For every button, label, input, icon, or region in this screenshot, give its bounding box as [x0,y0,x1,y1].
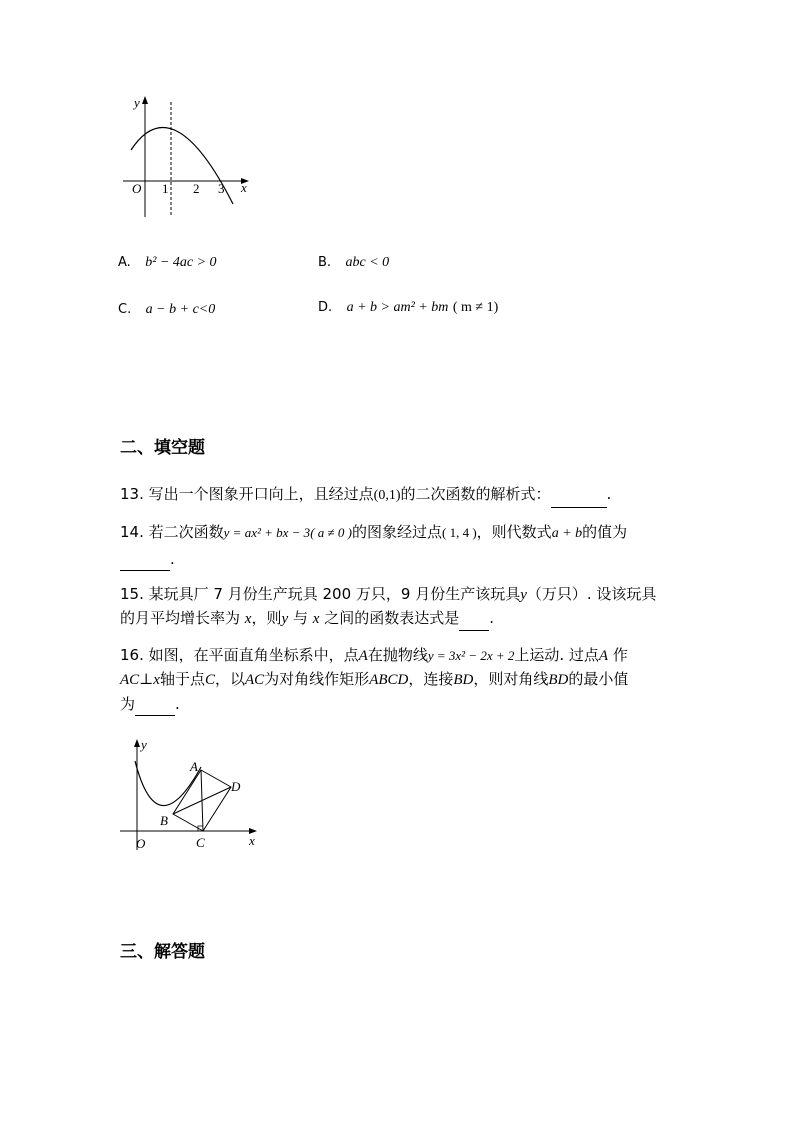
tick-label-3: 3 [218,181,225,196]
q14-end: . [170,550,175,568]
q13-text-a: 写出一个图象开口向上，且经过点 [148,485,374,503]
question-16-line-3 [120,692,180,716]
q15-line2-a: 的月平均增长率为 [120,609,241,627]
q16-line1-d: 作 [612,646,628,664]
x-axis-label: x [241,180,247,195]
origin-label: O [136,836,146,851]
q13-point: (0,1) [373,488,401,503]
q14-condition: ( a ≠ 0 ) [310,525,352,540]
q14-text-a: 若二次函数 [148,523,224,541]
q16-rect: ABCD [369,672,409,688]
section-title-solve: 三、解答题 [120,942,205,962]
q16-point-a: A [358,648,368,664]
tick-label-1: 1 [162,181,169,196]
q16-number: 16. [120,646,144,664]
q16-end: . [175,695,180,713]
q16-line1-b: 在抛物线 [367,646,428,664]
q14-point: ( 1, 4 ) [442,525,477,540]
option-b[interactable] [318,252,389,273]
q16-x: x [153,672,160,688]
q13-number: 13. [120,485,144,503]
option-a-label: A. [118,255,131,270]
point-c-label: C [196,835,205,850]
q15-var-x: x [244,611,252,627]
q16-line2-c: 为对角线作矩形 [264,670,370,688]
q15-number: 15. [120,585,144,603]
figure-rectangle-parabola [115,735,265,855]
option-d-label: D. [318,300,333,315]
y-axis-arrow [142,96,148,104]
q14-answer-blank[interactable] [120,554,170,571]
y-axis-arrow [134,739,140,747]
q16-line2-a: 轴于点 [159,670,205,688]
point-b-label: B [160,813,168,828]
tick-label-2: 2 [193,181,200,196]
q15-line1-a: 某玩具厂 7 月份生产玩具 200 万只，9 月份生产该玩具 [148,585,521,603]
question-14-line-1 [120,520,627,546]
q15-answer-blank[interactable] [459,614,489,631]
y-axis-label: y [141,737,147,752]
q14-function: y = ax² + bx − 3 [223,525,311,540]
q16-function: y = 3x² − 2x + 2 [427,648,515,663]
q16-line2-f: 的最小值 [568,670,629,688]
q16-bd-2: BD [548,672,569,688]
q15-end: . [489,609,494,627]
q16-bd: BD [453,672,474,688]
q15-line1-b: （万只）. 设该玩具 [526,585,657,603]
y-axis-label: y [134,95,140,110]
x-axis-label: x [249,833,255,848]
figure-parabola-graph [115,92,255,222]
q16-line2-b: ，以 [214,670,245,688]
q16-line2-e: ，则对角线 [473,670,549,688]
q14-number: 14. [120,523,144,541]
option-d[interactable] [318,297,498,318]
q16-line3-a: 为 [120,695,136,713]
q16-line1-c: 上运动. 过点 [514,646,599,664]
option-c-label: C. [118,302,132,317]
option-c-math: a − b + c<0 [145,302,216,317]
option-a-math: b² − 4ac > 0 [145,255,217,270]
option-b-math: abc < 0 [345,255,390,270]
question-16-line-1 [120,643,628,668]
question-16-line-2 [120,667,628,692]
q15-line2-c: 与 [292,609,308,627]
option-b-label: B. [318,255,332,270]
option-a[interactable] [118,252,217,273]
q15-var-x-2: x [312,611,320,627]
q14-text-c: ，则代数式 [476,523,552,541]
q16-point-c: C [204,672,215,688]
q16-answer-blank[interactable] [135,699,175,716]
option-d-math: a + b > am² + bm [346,300,449,315]
q14-expression: a + b [551,526,583,541]
q14-text-d: 的值为 [582,523,628,541]
q13-end: . [606,485,612,503]
q16-perp: ⊥ [139,672,154,688]
q15-line2-d: 之间的函数表达式是 [324,609,460,627]
q16-ac: AC [120,672,140,688]
q13-text-b: 的二次函数的解析式： [400,485,551,503]
q16-line1-a: 如图，在平面直角坐标系中，点 [148,646,359,664]
q16-line2-d: ，连接 [408,670,454,688]
option-d-condition: ( m ≠ 1) [452,300,499,315]
option-c[interactable] [118,299,215,320]
origin-label: O [132,181,142,196]
q15-var-y: y [520,587,527,603]
question-15-line-2 [120,606,494,631]
point-a-label: A [190,759,198,774]
q15-var-y-2: y [281,611,289,627]
section-title-fill-in: 二、填空题 [120,438,205,458]
q14-text-b: 的图象经过点 [351,523,442,541]
q13-answer-blank[interactable] [551,491,607,508]
q16-ac-2: AC [245,672,265,688]
point-d-label: D [231,779,241,794]
question-14-line-2 [120,547,175,571]
question-13 [120,482,611,508]
question-15-line-1 [120,582,656,607]
q15-line2-b: ，则 [251,609,282,627]
q16-point-a-2: A [598,648,609,664]
